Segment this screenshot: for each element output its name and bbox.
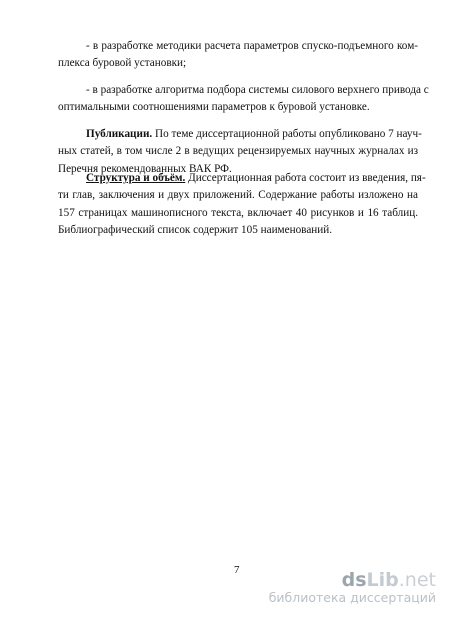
text-line	[58, 170, 426, 187]
watermark	[266, 570, 436, 606]
watermark-subtitle: библиотека диссертаций	[268, 590, 436, 605]
text-line: - в разработке алгоритма подбора системы силового верхнего привода с	[86, 84, 429, 96]
text-line: ных статей, в том числе 2 в ведущих рецензируемых научных журналах из	[58, 145, 418, 158]
logo-part-lib: Lib	[366, 569, 399, 591]
text-line: - в разработке методики расчета параметров спуско-подъемного ком-	[86, 40, 418, 52]
text-line: оптимальными соотношениями параметров к буровой установке.	[58, 101, 370, 114]
text-line: 157 страницах машинописного текста, включает 40 рисунков и 16 таблиц.	[58, 206, 418, 219]
text-line: ти глав, заключения и двух приложений. Содержание работы изложено на	[58, 189, 418, 202]
text-line: плекса буровой установки;	[58, 57, 187, 70]
logo-part-net: .net	[398, 569, 436, 591]
text-line	[58, 126, 422, 143]
text-fragment: Диссертационная работа состоит из введения, пя-	[188, 172, 426, 184]
logo-part-ds: ds	[341, 569, 367, 591]
paragraph-bullet-method	[58, 38, 418, 73]
text-line: Библиографический список содержит 105 наименований.	[58, 224, 333, 237]
heading-structure: Структура и объём.	[86, 172, 186, 184]
text-line: Перечня рекомендованных ВАК РФ.	[58, 162, 232, 175]
paragraph-structure	[58, 170, 426, 240]
text-fragment: По теме диссертационной работы опубликовано 7 науч-	[155, 128, 422, 140]
paragraph-bullet-algorithm	[58, 82, 429, 117]
page-number: 7	[234, 564, 240, 576]
heading-publications: Публикации.	[86, 128, 153, 140]
watermark-logo	[266, 570, 436, 590]
